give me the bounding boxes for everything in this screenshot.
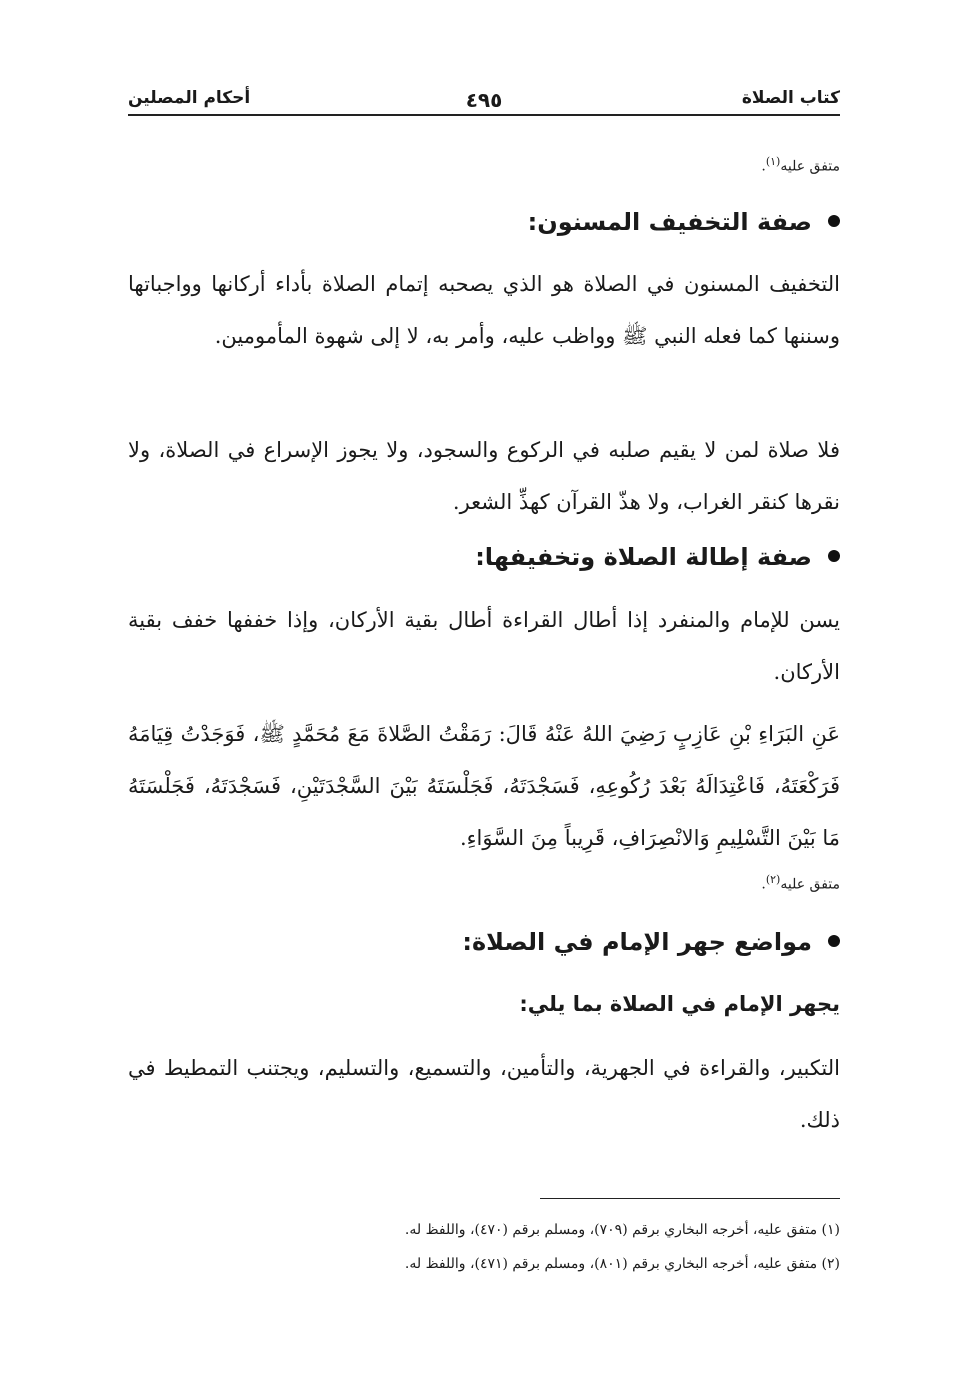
section-heading-loud-places	[462, 928, 840, 956]
footnote-ref-2: (٢)	[765, 873, 781, 886]
running-header	[128, 88, 840, 116]
paragraph-loud-items: التكبير، والقراءة في الجهرية، والتأمين، والتسميع، والتسليم، ويجتنب التمطيط في ذلك.	[128, 1056, 840, 1132]
citation-end: .	[761, 876, 766, 893]
chapter-title: أحكام المصلين	[128, 88, 251, 108]
paragraph-lengthening-rule: يسن للإمام والمنفرد إذا أطال القراءة أطال بقية الأركان، وإذا خففها خفف بقية الأركان.	[128, 608, 840, 684]
page-number: ٤٩٥	[465, 88, 503, 112]
citation-text: متفق عليه	[780, 876, 840, 893]
bullet-icon	[828, 550, 840, 562]
subheading-loud-items: يجهر الإمام في الصلاة بما يلي:	[519, 992, 840, 1016]
book-title: كتاب الصلاة	[741, 88, 840, 108]
heading-text: صفة إطالة الصلاة وتخفيفها:	[475, 543, 812, 571]
bullet-icon	[828, 935, 840, 947]
citation-text: متفق عليه	[780, 158, 840, 175]
paragraph-no-haste: فلا صلاة لمن لا يقيم صلبه في الركوع والسجود، ولا يجوز الإسراع في الصلاة، ولا نقرها كنقر الغراب، ولا هذّ القرآن كهذِّ الشعر.	[128, 438, 840, 514]
footnote-divider	[540, 1198, 840, 1199]
section-heading-light-prayer	[528, 208, 840, 236]
heading-text: مواضع جهر الإمام في الصلاة:	[462, 928, 812, 956]
footnote-ref-1: (١)	[765, 155, 781, 168]
hadith-text: عَنِ البَرَاءِ بْنِ عَازِبٍ رَضِيَ اللهُ عَنْهُ قَالَ: رَمَقْتُ الصَّلاةَ مَعَ مُحَمَّدٍ ﷺ، فَوَجَدْتُ قِيَامَهُ فَرَكْعَتَهُ، فَاعْتِدَالَهُ بَعْدَ رُكُوعِهِ، فَسَجْدَتَهُ، فَجَلْسَتَهُ بَيْنَ السَّجْدَتَيْنِ، فَسَجْدَتَهُ، فَجَلْسَتَهُ مَا بَيْنَ التَّسْلِيمِ وَالانْصِرَافِ، قَرِيباً مِنَ السَّوَاءِ.	[128, 722, 840, 850]
hadith-citation	[128, 873, 840, 893]
bullet-icon	[828, 215, 840, 227]
top-citation	[128, 155, 840, 175]
heading-text: صفة التخفيف المسنون:	[527, 208, 812, 236]
citation-end: .	[761, 158, 766, 175]
section-heading-lengthening	[475, 543, 840, 571]
paragraph-light-prayer-definition: التخفيف المسنون في الصلاة هو الذي يصحبه إتمام الصلاة بأداء أركانها وواجباتها وسننها كما فعله النبي ﷺ وواظب عليه، وأمر به، لا إلى شهوة المأمومين.	[128, 272, 840, 348]
footnote-2: (٢) متفق عليه، أخرجه البخاري برقم (٨٠١)، ومسلم برقم (٤٧١)، واللفظ له.	[404, 1256, 840, 1272]
footnote-1: (١) متفق عليه، أخرجه البخاري برقم (٧٠٩)، ومسلم برقم (٤٧٠)، واللفظ له.	[404, 1222, 840, 1238]
